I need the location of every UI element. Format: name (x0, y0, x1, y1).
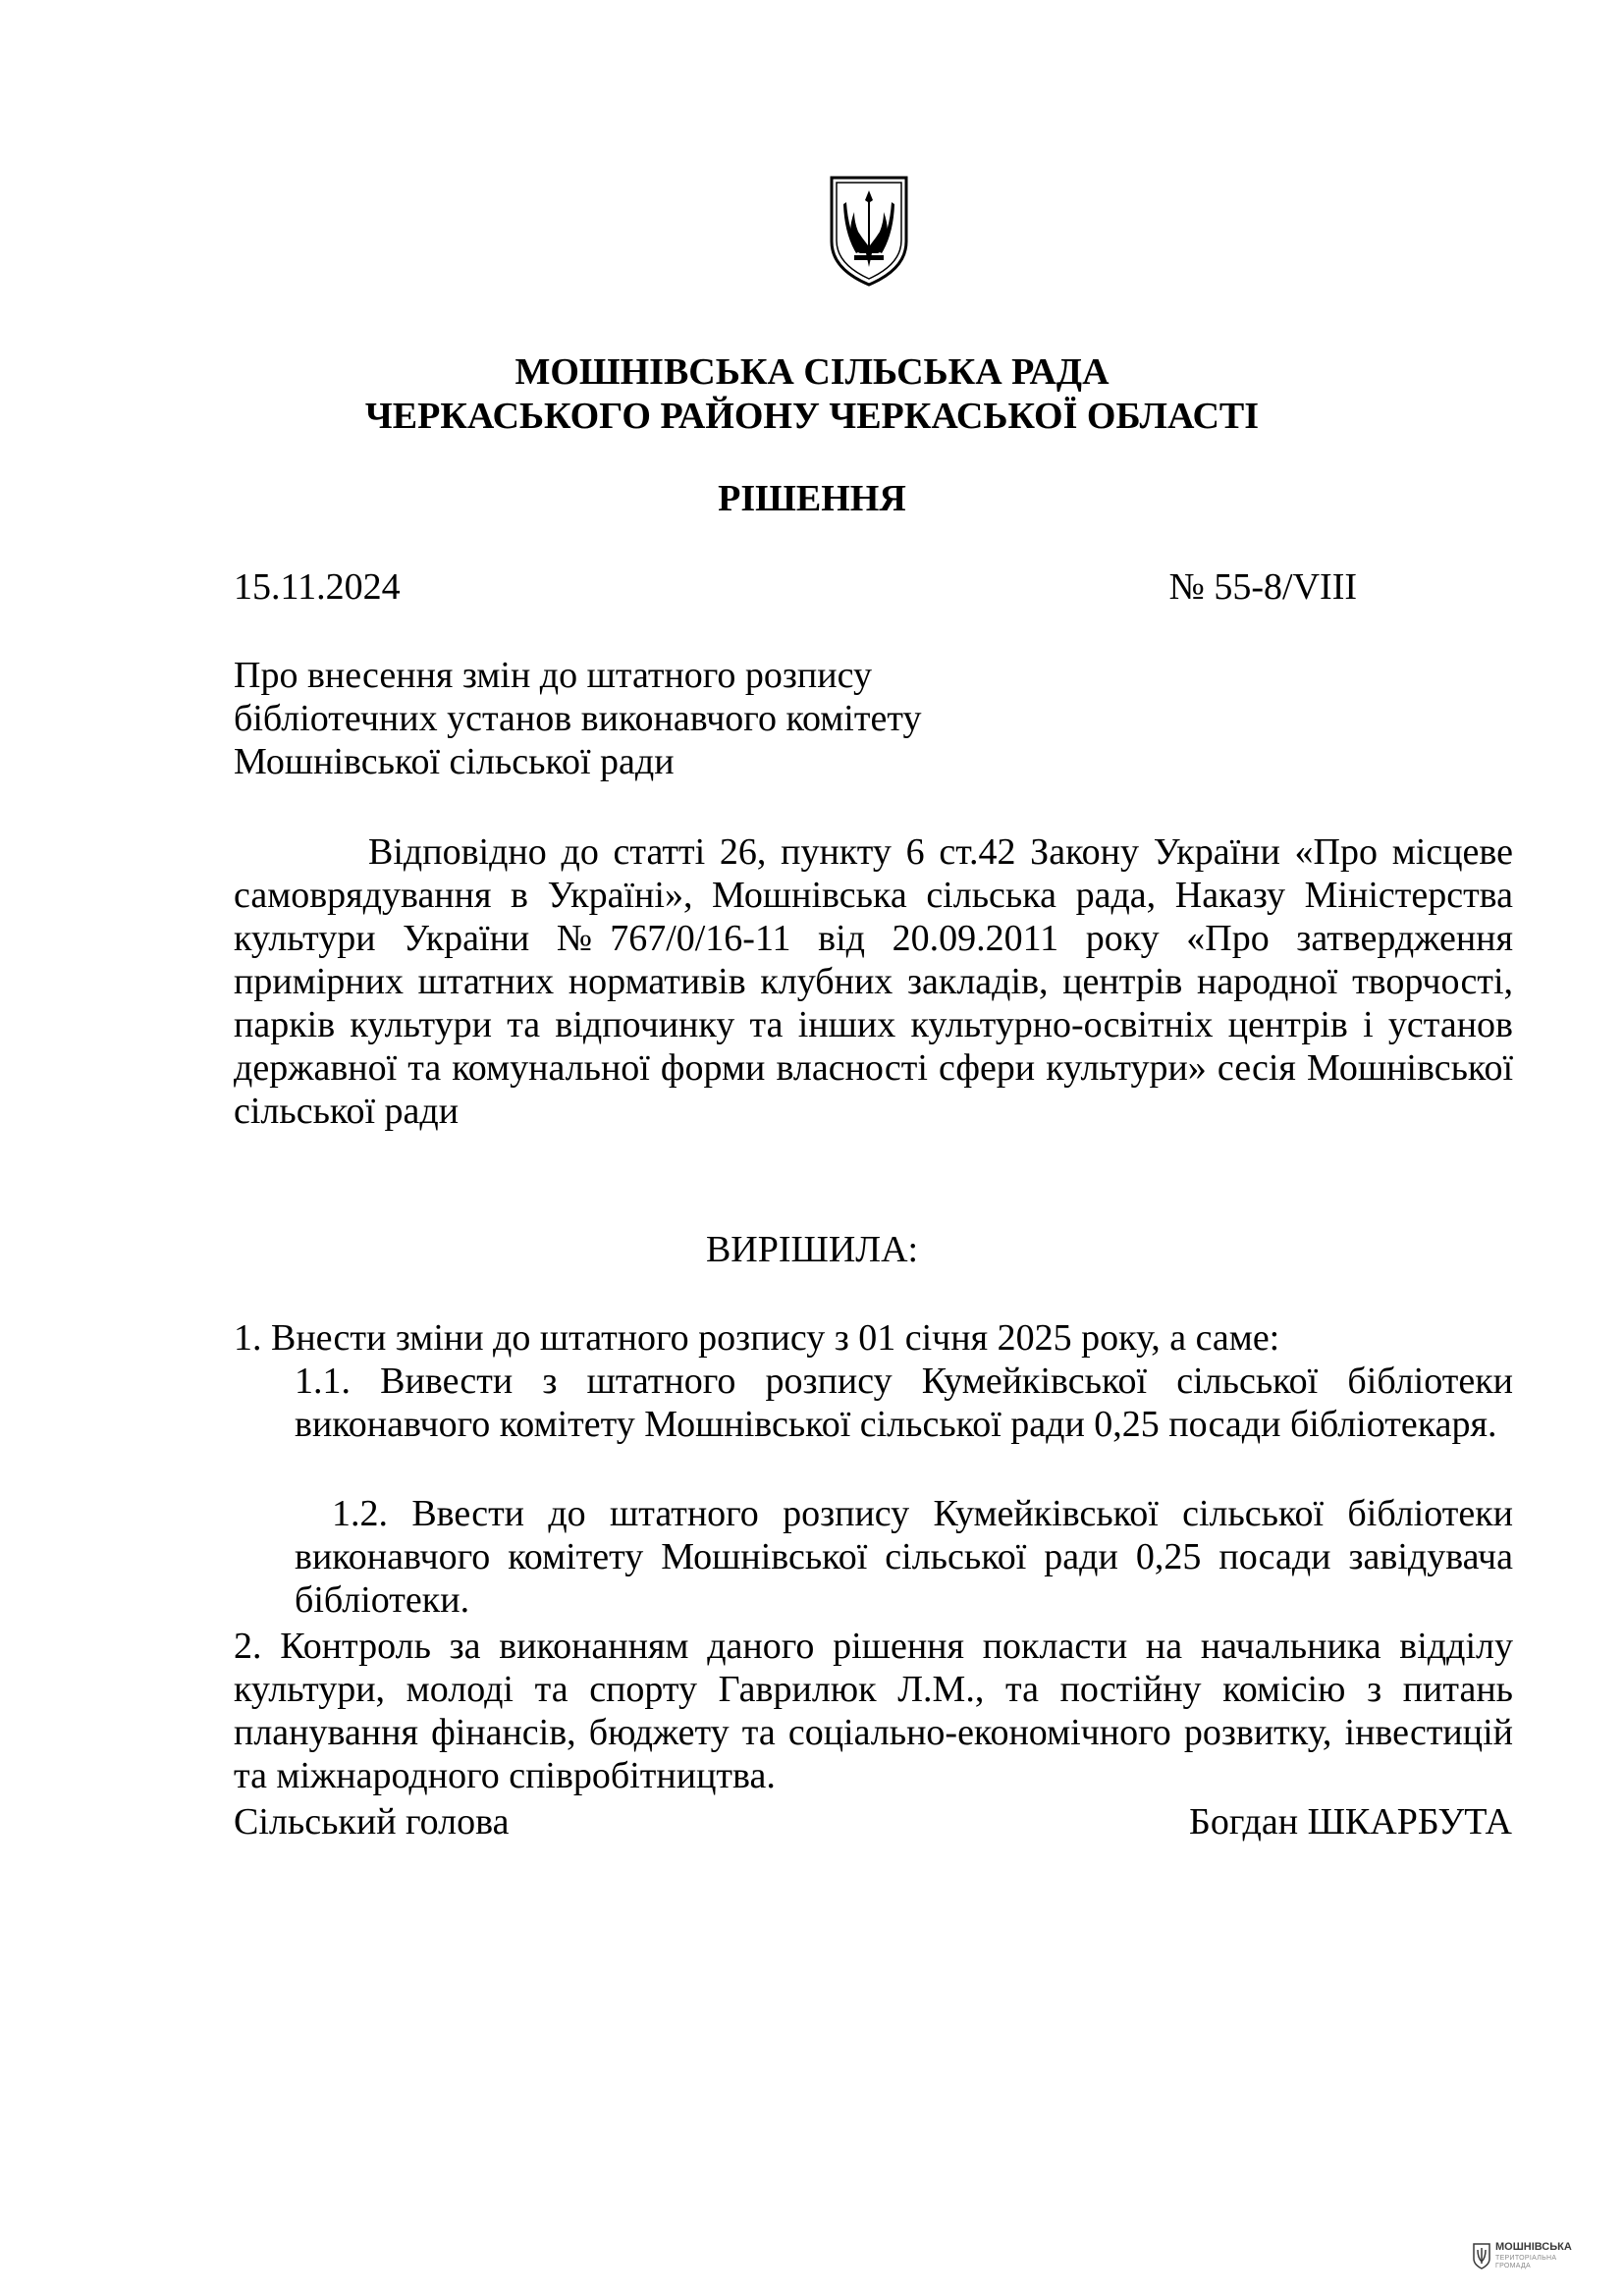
logo-tagline (1495, 2255, 1556, 2270)
trident-coat-of-arms-icon (827, 173, 911, 289)
community-trident-logo-icon (1472, 2242, 1491, 2269)
document-title: РІШЕННЯ (718, 478, 906, 519)
decision-date: 15.11.2024 (234, 566, 401, 608)
resolution-item-1: 1. Внести зміни до штатного розпису з 01 січня 2025 року, а саме: (234, 1317, 1280, 1359)
resolution-subitem-1-2 (295, 1492, 1513, 1622)
council-name-heading: МОШНІВСЬКА СІЛЬСЬКА РАДА (514, 351, 1110, 393)
signatory-name: Богдан ШКАРБУТА (1189, 1801, 1512, 1842)
resolved-heading: ВИРІШИЛА: (705, 1229, 919, 1270)
decision-number: № 55-8/VIII (1168, 566, 1357, 608)
logo-brand-text: МОШНІВСЬКА (1495, 2241, 1572, 2253)
preamble-paragraph: Відповідно до статті 26, пункту 6 ст.42 Закону України «Про місцеве самоврядування в Україні», Мошнівська сільська рада, Наказу Міністерства культури України №767/0/16-11 від 20.09.2011 року «Про затвердження примірних штатних нормативів клубних закладів, центрів народної творчості, парків культури та відпочинку та інших культурно-освітніх центрів і установ державної та комунальної форми власності сфери культури» сесія Мошнівської сільської ради (234, 831, 1513, 1132)
decision-subject (234, 654, 1117, 783)
subject-line: Про внесення змін до штатного розпису (234, 655, 872, 696)
signatory-position: Сільський голова (234, 1801, 510, 1842)
logo-tagline-line: ТЕРИТОРІАЛЬНА (1495, 2255, 1557, 2262)
subject-line: бібліотечних установ виконавчого комітету (234, 698, 922, 739)
resolution-item-2: 2. Контроль за виконанням даного рішення покласти на начальника відділу культури, молоді та спорту Гаврилюк Л.М., та постійну комісію з питань планування фінансів, бюджету та соціально-економічного розвитку, інвестицій та міжнародного співробітництва. (234, 1626, 1513, 1796)
subitem-text: 1.2. Ввести до штатного розпису Кумейківської сільської бібліотеки виконавчого комітету Мошнівської сільської ради 0,25 посади завідувача бібліотеки. (295, 1493, 1513, 1621)
resolution-subitem-1-1: 1.1. Вивести з штатного розпису Кумейківської сільської бібліотеки виконавчого комітету Мошнівської сільської ради 0,25 посади бібліотекаря. (295, 1361, 1513, 1445)
subject-line: Мошнівської сільської ради (234, 741, 675, 782)
community-logo (1472, 2240, 1590, 2279)
district-region-heading: ЧЕРКАСЬКОГО РАЙОНУ ЧЕРКАСЬКОЇ ОБЛАСТІ (364, 396, 1260, 437)
logo-tagline-line: ГРОМАДА (1495, 2263, 1531, 2269)
